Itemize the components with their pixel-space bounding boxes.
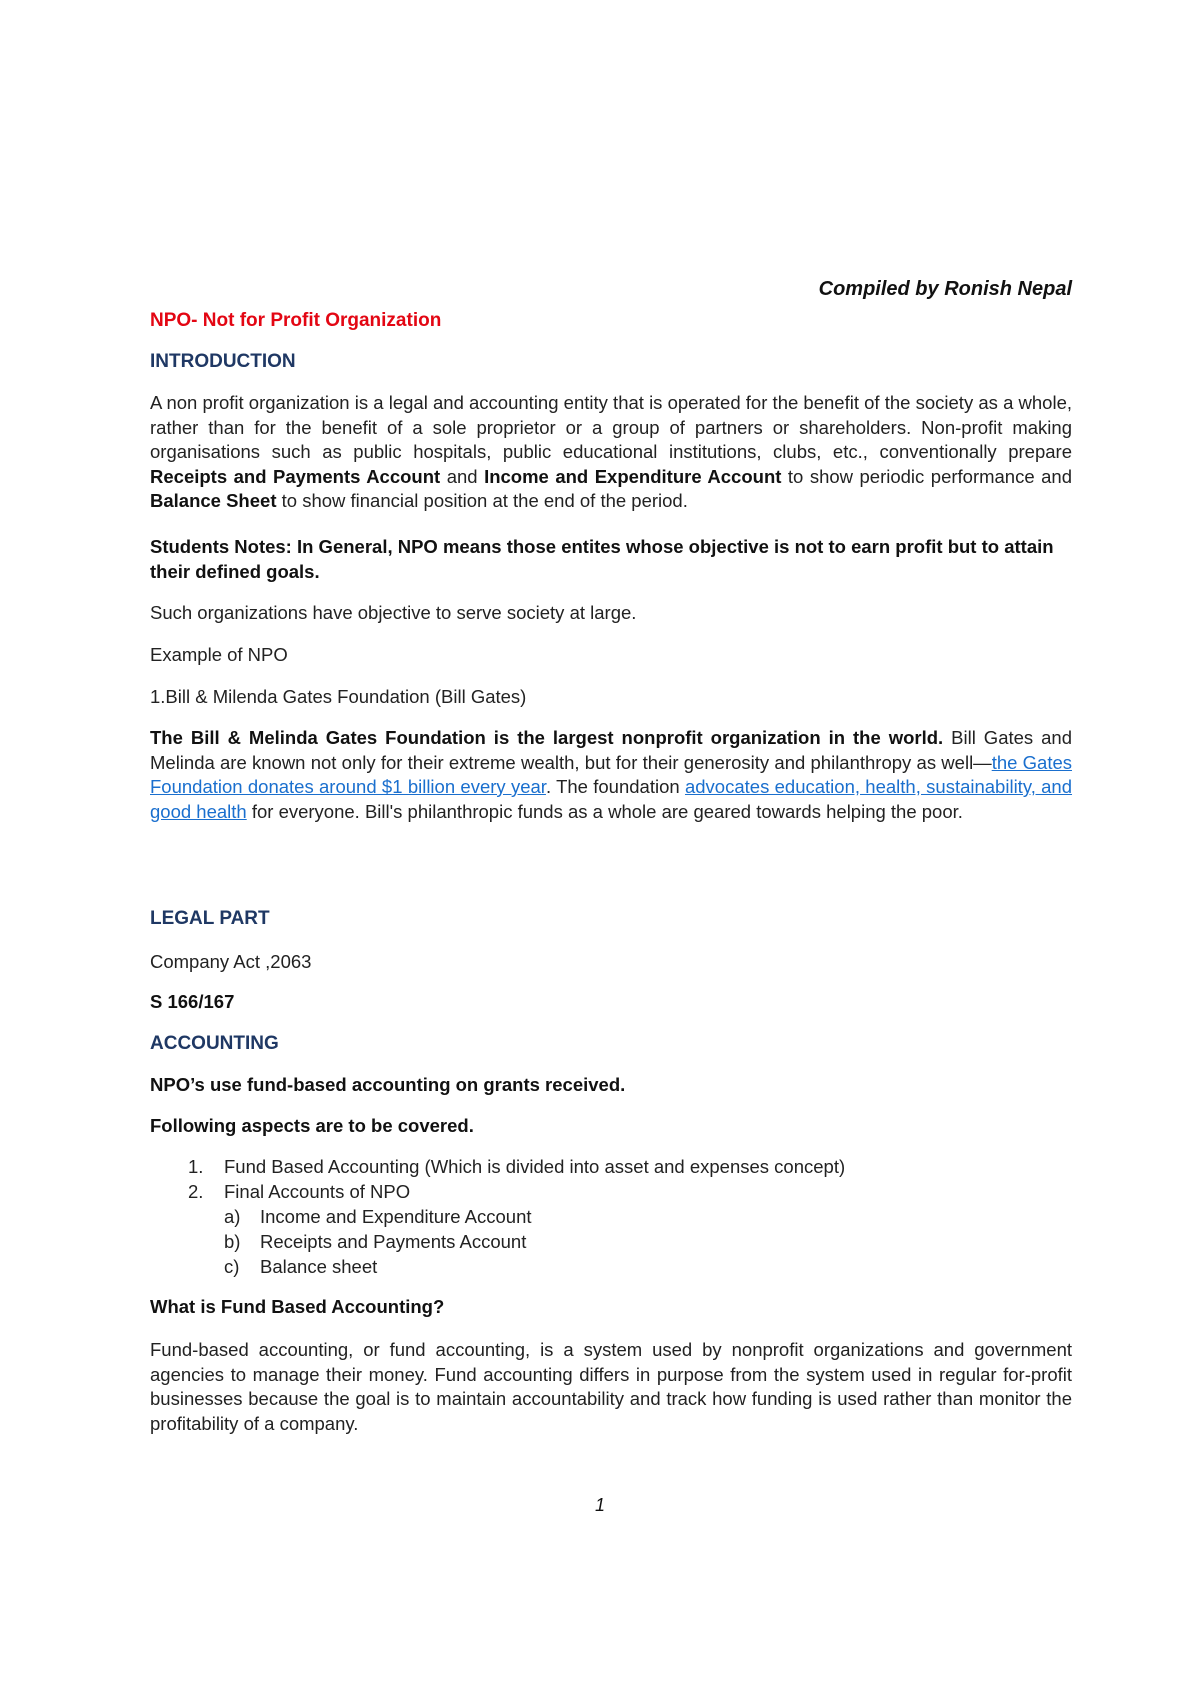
section-reference: S 166/167 (150, 991, 235, 1012)
compiled-by: Compiled by Ronish Nepal (818, 278, 1072, 300)
company-act: Company Act ,2063 (150, 951, 312, 972)
sublist-item: c) Balance sheet (224, 1256, 378, 1277)
list-item: 1. Fund Based Accounting (Which is divided into asset and expenses concept) (188, 1156, 846, 1177)
gates-donation-link[interactable]: the Gates Foundation donates around $1 billion every year (150, 751, 1072, 797)
fund-accounting-answer: Fund-based accounting, or fund accounting, is a system used by nonprofit organizations and government agencies to manage their money. Fund accounting differs in purpose from the system used in regular for-profit businesses because the goal is to maintain accountability and track how funding is used rather than monitor the profitability of a company. (150, 1339, 1072, 1434)
students-notes: Students Notes: In General, NPO means those entites whose objective is not to earn profit but to attain their defined goals. (150, 536, 1054, 582)
sublist-item: a) Income and Expenditure Account (224, 1206, 532, 1227)
gates-foundation-paragraph: The Bill & Melinda Gates Foundation is the largest nonprofit organization in the world. Bill Gates and Melinda are known not only for their extreme wealth, but for their generosity and philanthropy as well—the Gates Foundation donates around $1 billion every year. The foundation advocates education, health, sustainability, and good health for everyone. Bill's philanthropic funds as a whole are geared towards helping the poor. (150, 727, 1073, 822)
legal-part-heading: LEGAL PART (150, 908, 270, 929)
fund-accounting-question: What is Fund Based Accounting? (150, 1296, 445, 1317)
gates-advocacy-link[interactable]: advocates education, health, sustainability, and good health (150, 776, 1073, 822)
example-label: Example of NPO (150, 644, 288, 665)
accounting-heading: ACCOUNTING (150, 1033, 279, 1054)
sublist-item: b) Receipts and Payments Account (224, 1231, 527, 1252)
example-item-1: 1.Bill & Milenda Gates Foundation (Bill Gates) (150, 686, 527, 707)
introduction-heading: INTRODUCTION (150, 351, 296, 372)
aspects-statement: Following aspects are to be covered. (150, 1115, 474, 1136)
serve-society-text: Such organizations have objective to serve society at large. (150, 602, 637, 623)
introduction-paragraph: A non profit organization is a legal and accounting entity that is operated for the benefit of the society as a whole, rather than for the benefit of a sole proprietor or a group of partners or shareholders. Non-profit making organisations such as public hospitals, public educational institutions, clubs, etc., conventionally prepare Receipts and Payments Account and Income and Expenditure Account to show periodic performance and Balance Sheet to show financial position at the end of the period. (150, 392, 1072, 511)
document-title: NPO- Not for Profit Organization (150, 310, 442, 331)
page-number: 1 (594, 1495, 605, 1515)
fund-based-statement: NPO’s use fund-based accounting on grants received. (150, 1074, 626, 1095)
list-item: 2. Final Accounts of NPO (188, 1181, 411, 1202)
